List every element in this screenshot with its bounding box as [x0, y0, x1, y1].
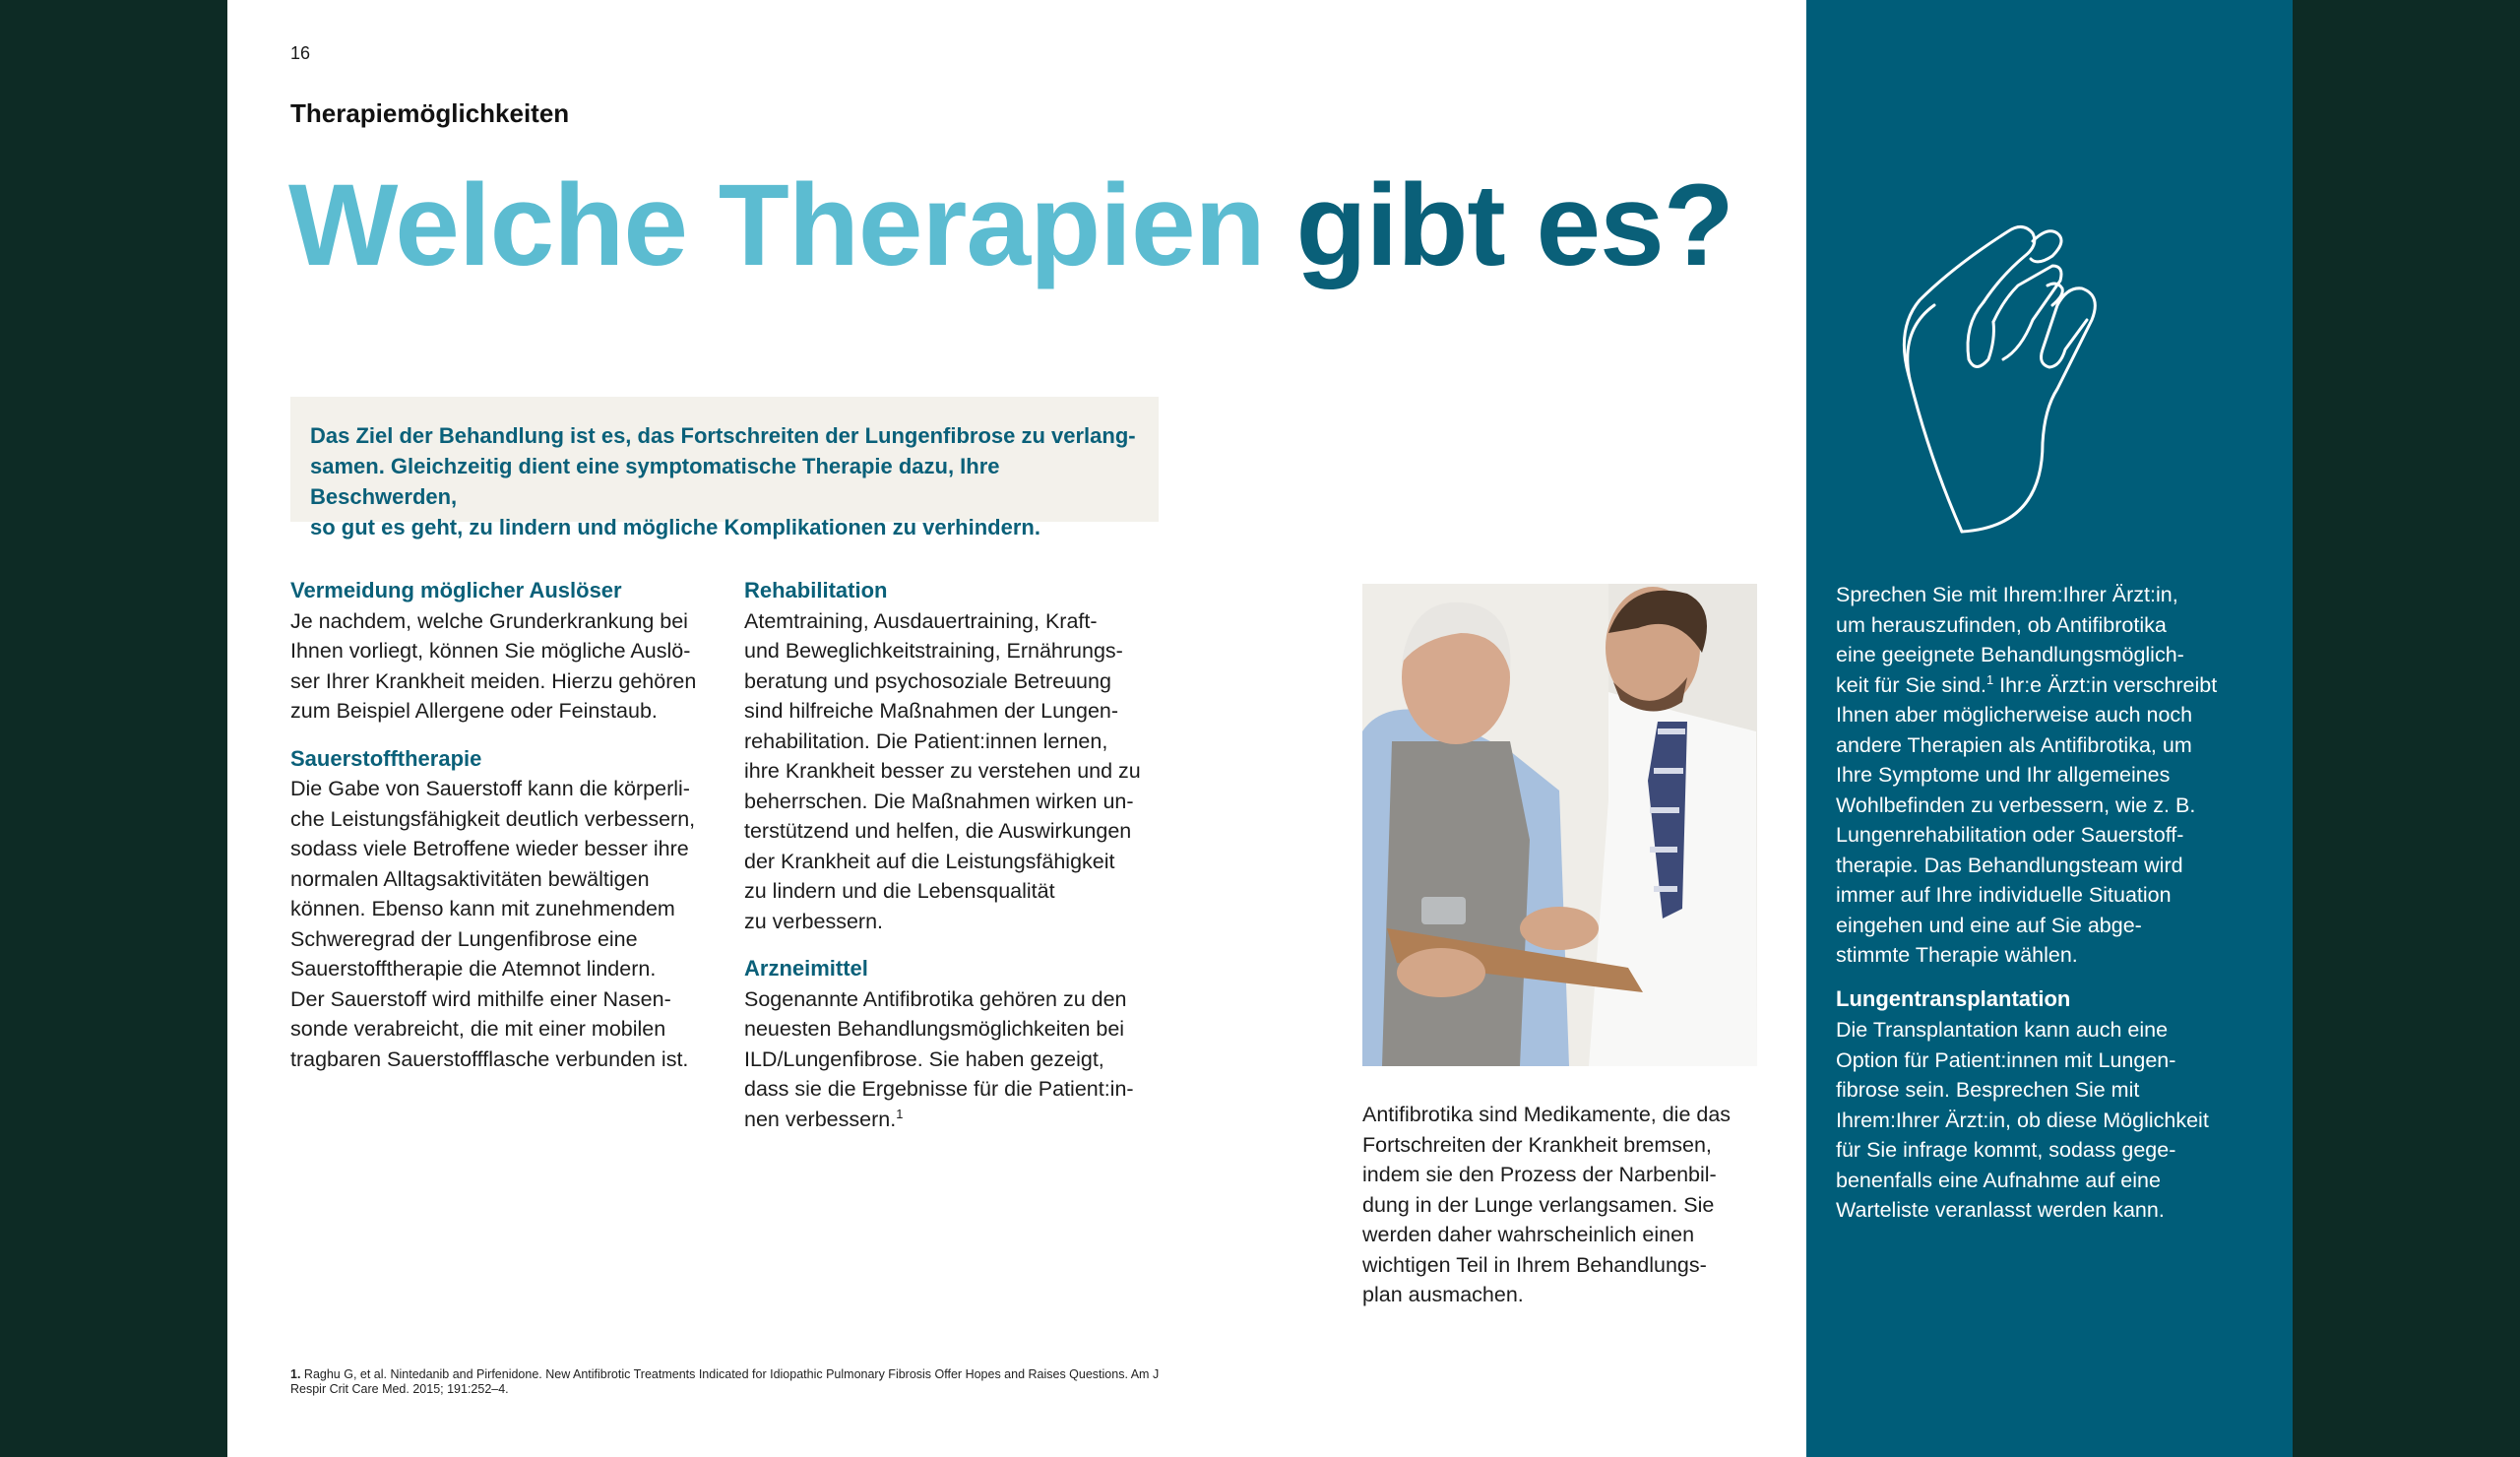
document-page: [227, 0, 1806, 1457]
sidebar-text-intro: [1836, 580, 2269, 971]
doctor-patient-photo: [1362, 584, 1757, 1066]
page-number: 16: [290, 43, 311, 63]
title-part-dark: gibt es?: [1295, 160, 1733, 290]
sidebar-text-a: Sprechen Sie mit Ihrem:Ihrer Ärzt:in, um herauszufinden, ob Antifibrotika eine geeignete Behandlungsmöglich- keit für Sie sind.: [1836, 583, 2184, 697]
frame-right: [2293, 0, 2520, 1457]
footnote-number: 1.: [290, 1367, 301, 1381]
heading-triggers: Vermeidung möglicher Auslöser: [290, 578, 622, 602]
sidebar-footnote-ref: 1: [1985, 671, 1994, 687]
text-medication-body: Sogenannte Antifibrotika gehören zu den neuesten Behandlungsmöglichkeiten bei ILD/Lungenfibrose. Sie haben gezeigt, dass sie die Ergebnisse für die Patient:in- nen verbessern.: [744, 986, 1134, 1131]
heading-medication: Arzneimittel: [744, 956, 868, 981]
photo-illustration: [1362, 584, 1757, 1066]
text-oxygen: Die Gabe von Sauerstoff kann die körperli- che Leistungsfähigkeit deutlich verbessern, sodass viele Betroffene wieder besser ihre normalen Alltagsaktivitäten bewältigen können. Ebenso kann mit zunehmendem Schweregrad der Lungenfibrose eine Sauerstofftherapie die Atemnot lindern. Der Sauerstoff wird mithilfe einer Nasen- sonde verabreicht, die mit einer mobilen tragbaren Sauerstoffflasche verbunden ist.: [290, 777, 696, 1071]
footnote: [290, 1367, 1176, 1397]
intro-text: Das Ziel der Behandlung ist es, das Fortschreiten der Lungenfibrose zu verlang- samen. Gleichzeitig dient eine symptomatische Therapie dazu, Ihre Beschwerden, so gut es geht, zu lindern und mögliche Komplikationen zu verhindern.: [310, 423, 1136, 539]
text-triggers: Je nachdem, welche Grunderkrankung bei Ihnen vorliegt, können Sie mögliche Auslö- ser Ihrer Krankheit meiden. Hierzu gehören zum Beispiel Allergene oder Feinstaub.: [290, 608, 697, 723]
title-part-light: Welche Therapien: [288, 160, 1265, 290]
column-middle: [744, 576, 1177, 1152]
sidebar-text-transplant: Die Transplantation kann auch eine Option für Patient:innen mit Lungen- fibrose sein. Besprechen Sie mit Ihrem:Ihrer Ärzt:in, ob diese Möglichkeit für Sie infrage kommt, sodass gege- benenfalls eine Aufnahme auf eine Warteliste veranlasst werden kann.: [1836, 1018, 2209, 1222]
column-left: [290, 576, 724, 1092]
sidebar-text-b: Ihr:e Ärzt:in verschreibt Ihnen aber möglicherweise auch noch andere Therapien als Antifibrotika, um Ihre Symptome und Ihr allgemeines Wohlbefinden zu verbessern, wie z. B. Lungenrehabilitation oder Sauerstoff- therapie. Das Behandlungsteam wird immer auf Ihre individuelle Situation eingehen und eine auf Sie abge- stimmte Therapie wählen.: [1836, 672, 2218, 967]
footnote-ref: 1: [896, 1106, 904, 1121]
heading-oxygen: Sauerstofftherapie: [290, 745, 482, 771]
sidebar-heading-transplant: Lungentransplantation: [1836, 986, 2071, 1011]
section-label: Therapiemöglichkeiten: [290, 98, 570, 128]
footnote-text: Raghu G, et al. Nintedanib and Pirfenidone. New Antifibrotic Treatments Indicated for Idiopathic Pulmonary Fibrosis Offer Hopes and Raises Questions. Am J Respir Crit Care Med. 2015; 191:252–4.: [290, 1367, 1160, 1396]
intro-box: [290, 397, 1159, 539]
text-rehabilitation: Atemtraining, Ausdauertraining, Kraft- und Beweglichkeitstraining, Ernährungs- beratung und psychosoziale Betreuung sind hilfreiche Maßnahmen der Lungen- rehabilitation. Die Patient:innen lernen, ihre Krankheit besser zu verstehen und zu beherrschen. Die Maßnahmen wirken un- terstützend und helfen, die Auswirkungen der Krankheit auf die Leistungsfähigkeit zu lindern und die Lebensqualität zu verbessern.: [744, 608, 1141, 933]
hand-pill-icon: [1895, 212, 2121, 537]
heading-rehabilitation: Rehabilitation: [744, 578, 888, 602]
text-medication: [744, 984, 1177, 1135]
page-title: [288, 160, 1733, 290]
photo-caption: Antifibrotika sind Medikamente, die das Fortschreiten der Krankheit bremsen, indem sie den Prozess der Narbenbil- dung in der Lunge verlangsamen. Sie werden daher wahrscheinlich einen wichtigen Teil in Ihrem Behandlungs- plan ausmachen.: [1362, 1103, 1732, 1306]
sidebar-panel: [1806, 0, 2293, 1457]
